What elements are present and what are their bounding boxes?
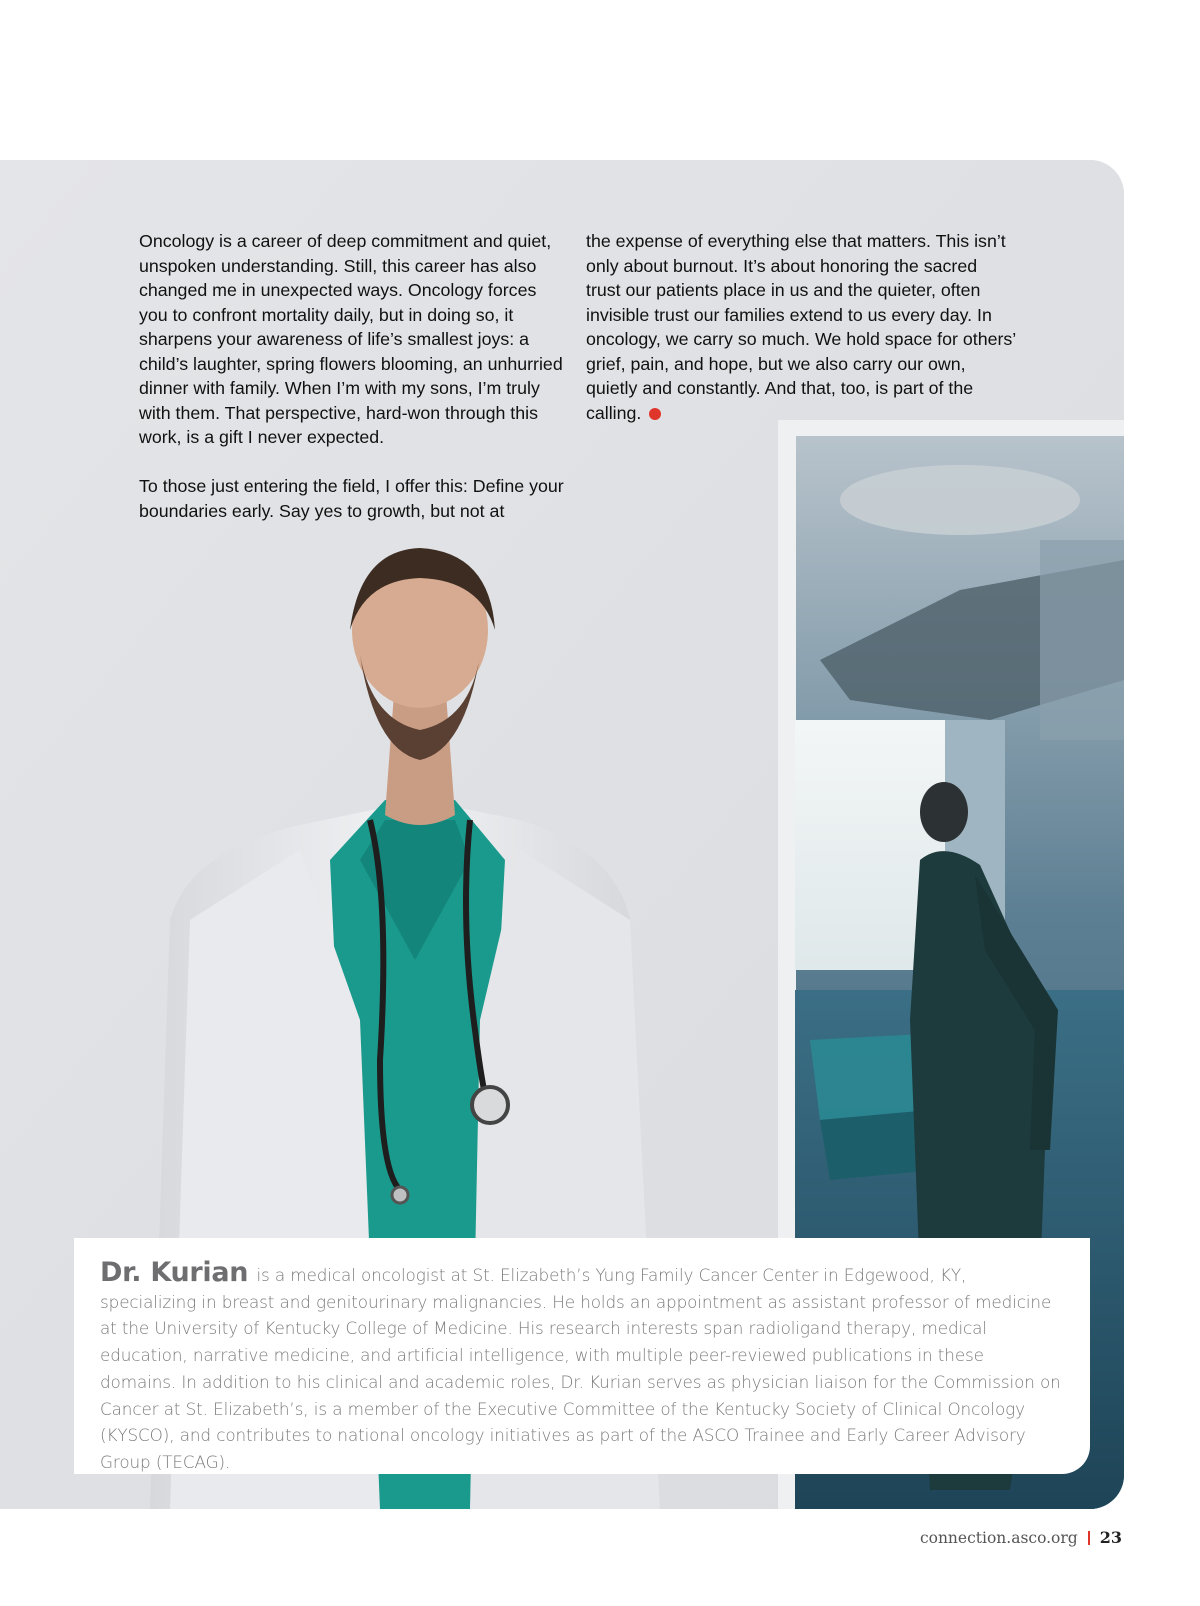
- article-paragraph-end: [586, 229, 1016, 425]
- page-number: 23: [1099, 1528, 1122, 1547]
- author-bio-box: [74, 1238, 1090, 1474]
- article-paragraph: Oncology is a career of deep commitment and quiet, unspoken understanding. Still, this career has also changed me in unexpected ways. Oncology forces you to confront mortality daily, but in doing so, it sharpens your awareness of life’s smallest joys: a child’s laughter, spring flowers blooming, an unhurried dinner with family. When I’m with my sons, I’m truly with them. That perspective, hard-won through this work, is a gift I never expected.: [139, 231, 563, 447]
- page-footer: [920, 1528, 1122, 1547]
- article-paragraph: To those just entering the field, I offer this: Define your boundaries early. Say yes to growth, but not at: [139, 476, 564, 521]
- article-paragraph: the expense of everything else that matters. This isn’t only about burnout. It’s about honoring the sacred trust our patients place in us and the quieter, often invisible trust our families extend to us every day. In oncology, we carry so much. We hold space for others’ grief, pain, and hope, but we also carry our own, quietly and constantly. And that, too, is part of the calling.: [586, 231, 1016, 423]
- footer-site-link[interactable]: connection.asco.org: [919, 1528, 1078, 1547]
- author-name: Dr. Kurian: [100, 1257, 249, 1288]
- article-column-left: [139, 229, 569, 548]
- end-mark-dot-icon: [649, 408, 661, 420]
- author-bio: [100, 1257, 1064, 1476]
- footer-separator: [1088, 1531, 1090, 1545]
- article-column-right: [586, 229, 1016, 450]
- author-bio-text: is a medical oncologist at St. Elizabeth’s Yung Family Cancer Center in Edgewood, KY, specializing in breast and genitourinary malignancies. He holds an appointment as assistant professor of medicine at the University of Kentucky College of Medicine. His research interests span radioligand therapy, medical education, narrative medicine, and artificial intelligence, with multiple peer-reviewed publications in these domains. In addition to his clinical and academic roles, Dr. Kurian serves as physician liaison for the Commission on Cancer at St. Elizabeth’s, is a member of the Executive Committee of the Kentucky Society of Clinical Oncology (KYSCO), and contributes to national oncology initiatives as part of the ASCO Trainee and Early Career Advisory Group (TECAG).: [100, 1265, 1061, 1472]
